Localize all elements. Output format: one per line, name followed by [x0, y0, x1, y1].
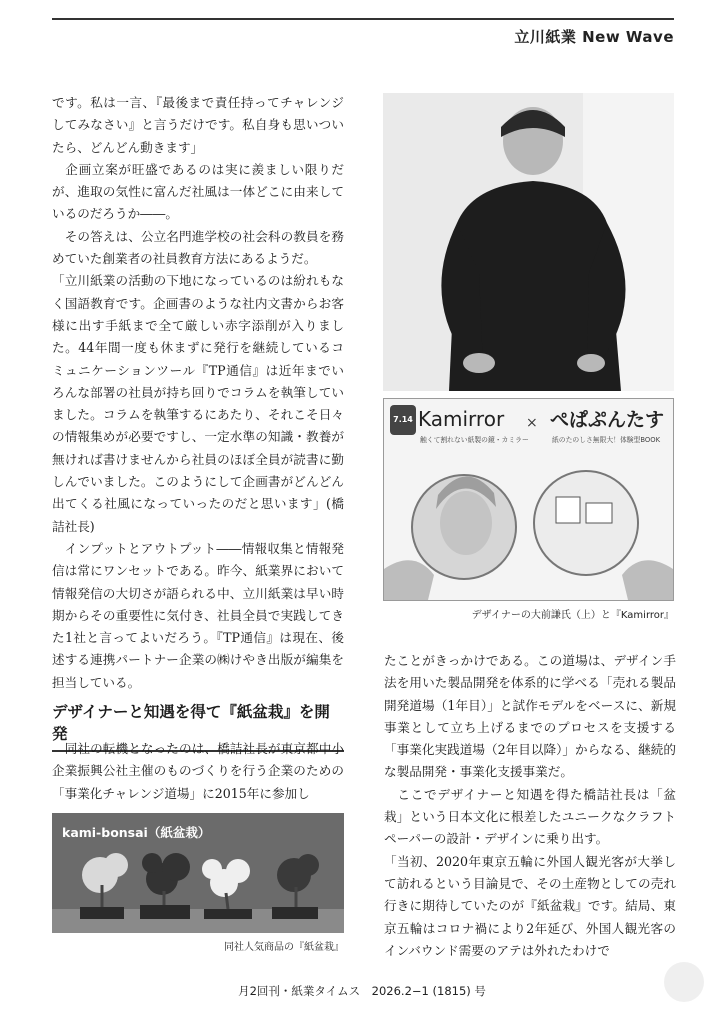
ad-illustration [384, 399, 673, 600]
pepapuntasu-logo-text: ぺぱぷんたす [550, 409, 665, 431]
kamirror-logo-text: Kamirror [418, 407, 505, 431]
header-rule [52, 18, 674, 20]
kamirror-ad-image [383, 398, 674, 601]
bonsai-caption: 同社人気商品の『紙盆栽』 [224, 942, 344, 953]
paragraph: その答えは、公立名門進学校の社会科の教員を務めていた創業者の社員教育方法にあるようだ。 [52, 228, 344, 267]
paragraph: インプットとアウトプット――情報収集と情報発信は常にワンセットである。昨今、紙業界において情報発信の大切さが語られる中、立川紙業は早い時期からその重要性に気付き、社員全員で実践してきた1社と言ってよいだろう。『TP通信』は現在、後述する連携パートナー企業の㈱けやき出版が編集を担当している。 [52, 540, 344, 690]
paragraph: 企画立案が旺盛であるのは実に羨ましい限りだが、進取の気性に富んだ社風は一体どこに由来しているのだろうか――。 [52, 161, 344, 222]
paragraph: 「当初、2020年東京五輪に外国人観光客が大挙して訪れるという目論見で、その土産物としての売れ行きに期待していたのが『紙盆栽』です。結局、東京五輪はコロナ禍により2年延び、外国人観光客のインバウンド需要のアテは外れたわけで [384, 853, 676, 958]
portrait-illustration [383, 93, 674, 391]
bonsai-photo [52, 813, 344, 933]
bonsai-photo-label: kami-bonsai（紙盆栽） [62, 825, 211, 840]
designer-portrait-photo [383, 93, 674, 391]
paragraph: ここでデザイナーと知遇を得た橋詰社長は「盆栽」という日本文化に根差したユニークなクラフトペーパーの設計・デザインに乗り出す。 [384, 786, 676, 847]
running-header: 立川紙業 New Wave [514, 28, 674, 46]
paragraph: 「立川紙業の活動の下地になっているのは紛れもなく国語教育です。企画書のような社内文書からお客様に出す手紙まで全て厳しい赤字添削が入りました。44年間一度も休まずに発行を継続しているコミュニケーションツール『TP通信』は近年までいろんな部署の社員が持ち回りでコラムを執筆していました。コラムを執筆するにあたり、それこそ日々の情報集めが必要ですし、一定水準の知識・教養が無ければ書けませんから社員のほぼ全員が読書に勤しんでいました。このようにして企画書がどんどん出てくる社風になっていったのだと思います」(橋詰社長) [52, 273, 344, 534]
pepapuntasu-subtitle: 紙のたのしさ無限大！体験型BOOK [552, 436, 661, 444]
paragraph: 同社の転機となったのは、橋詰社長が東京都中小企業振興公社主催のものづくりを行う企業のための「事業化チャレンジ道場」に2015年に参加し [52, 741, 344, 801]
left-column-bottom [52, 738, 344, 805]
page-footer: 月2回刊・紙業タイムス 2026.2−1 (1815) 号 [238, 984, 486, 998]
collab-x-icon: × [526, 415, 538, 431]
paragraph: たことがきっかけである。この道場は、デザイン手法を用いた製品開発を体系的に学べる「売れる製品開発道場（1年目）」と試作モデルをベースに、新規事業として立ち上げるまでのプロセスを支援する「事業化実践道場（2年目以降）」からなる、継続的な製品開発・事業化支援事業だ。 [384, 653, 676, 780]
left-column-top [52, 92, 344, 694]
section-heading: デザイナーと知遇を得て『紙盆栽』を開発 [52, 700, 344, 752]
release-date-badge: 7.14 [390, 405, 416, 435]
ad-caption: デザイナーの大前謙氏（上）と『Kamirror』 [471, 610, 674, 621]
kamirror-subtitle: 触くて割れない紙製の鏡・カミラー [420, 436, 529, 444]
paragraph: です。私は一言、『最後まで責任持ってチャレンジしてみなさい』と言うだけです。私自身も思いついたら、どんどん動きます」 [52, 95, 344, 155]
right-column [384, 650, 676, 962]
